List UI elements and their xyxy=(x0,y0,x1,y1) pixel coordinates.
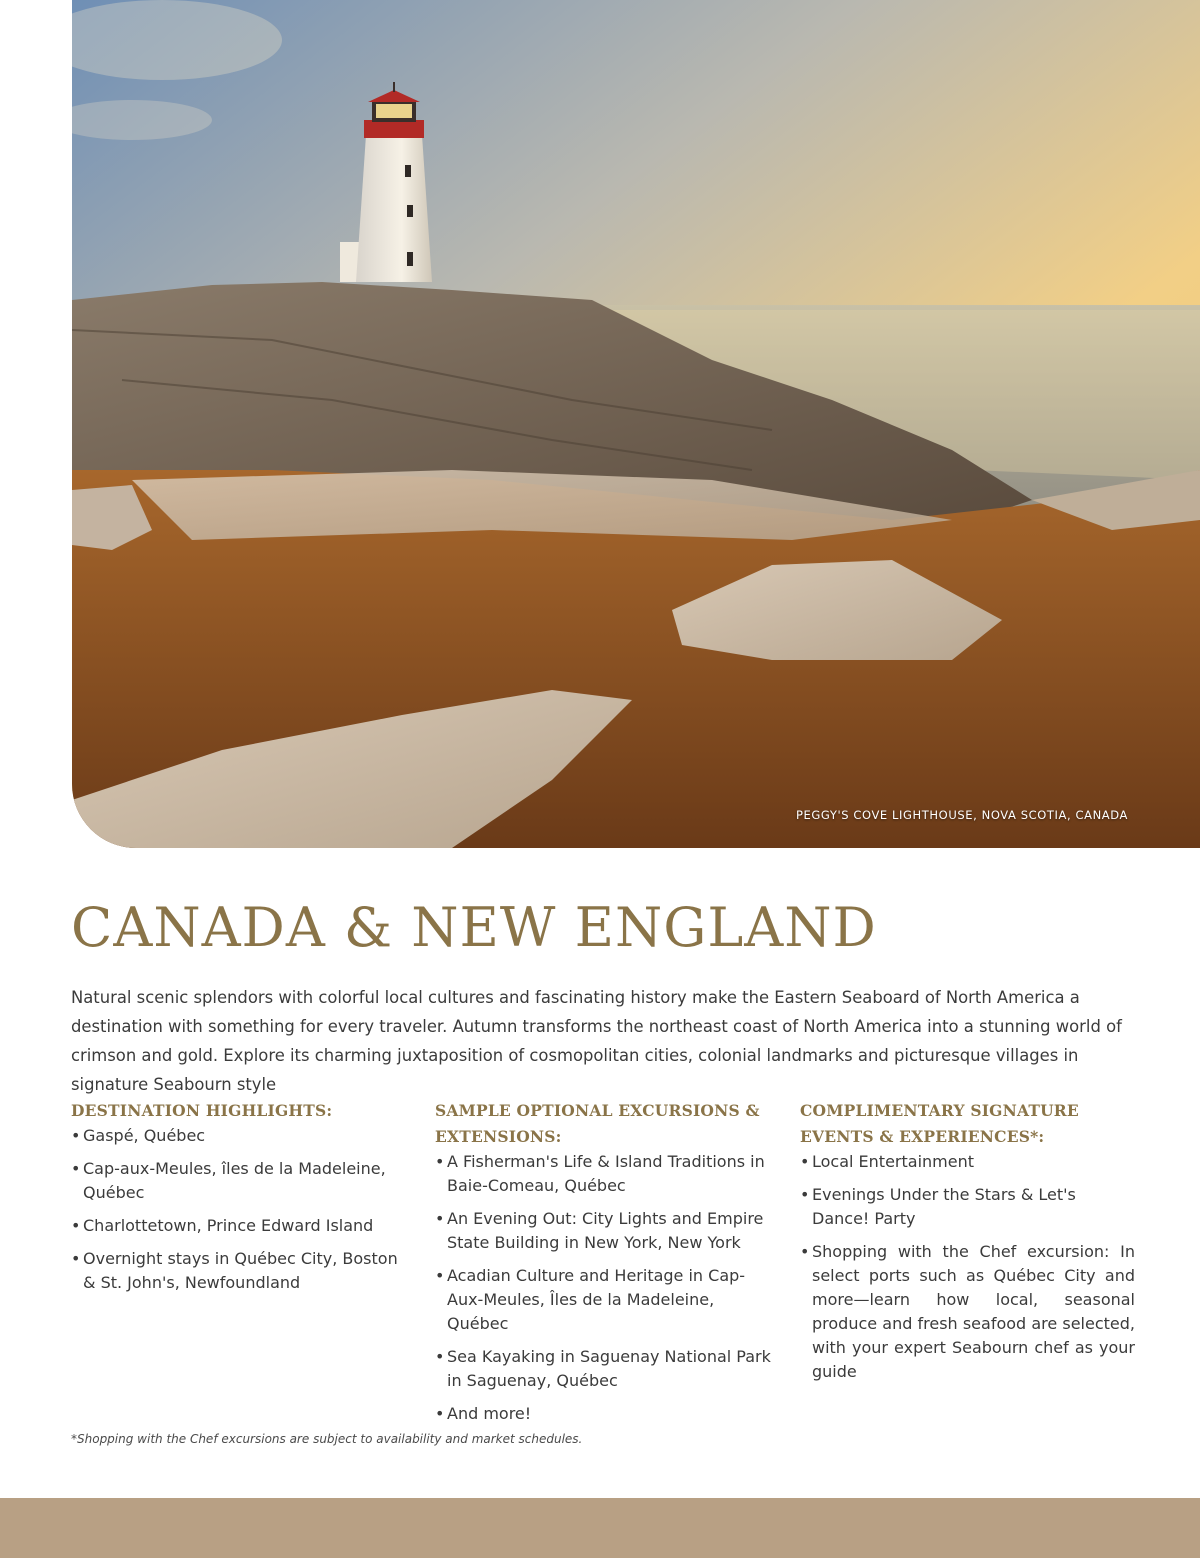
intro-paragraph: Natural scenic splendors with colorful local cultures and fascinating history make the Eastern Seaboard of North America a destination with something for every traveler. Autumn transforms the northeast coast of North America into a stunning world of crimson and gold. Explore its charming juxtaposition of cosmopolitan cities, colonial landmarks and picturesque villages in signature Seabourn style xyxy=(71,988,1122,1094)
column-heading: SAMPLE OPTIONAL EXCURSIONS & EXTENSIONS: xyxy=(435,1101,760,1146)
list-item: • A Fisherman's Life & Island Traditions in Baie-Comeau, Québec xyxy=(435,1150,775,1198)
list-item: • Sea Kayaking in Saguenay National Park in Saguenay, Québec xyxy=(435,1345,775,1393)
signature-events-column xyxy=(800,1098,1135,1393)
column-heading: DESTINATION HIGHLIGHTS: xyxy=(71,1101,333,1120)
list-item: • Evenings Under the Stars & Let's Dance! Party xyxy=(800,1183,1135,1231)
list-item: • Cap-aux-Meules, îles de la Madeleine, Québec xyxy=(71,1157,411,1205)
excursions-column xyxy=(435,1098,775,1435)
list-item: • Gaspé, Québec xyxy=(71,1124,411,1148)
lighthouse-scene-image xyxy=(72,0,1200,848)
list-item: • Acadian Culture and Heritage in Cap-Aux-Meules, Îles de la Madeleine, Québec xyxy=(435,1264,775,1336)
column-heading: COMPLIMENTARY SIGNATURE EVENTS & EXPERIENCES*: xyxy=(800,1101,1079,1146)
destination-highlights-column xyxy=(71,1098,411,1304)
events-list xyxy=(800,1150,1135,1384)
list-item: • Shopping with the Chef excursion: In select ports such as Québec City and more—learn how local, seasonal produce and fresh seafood are selected, with your expert Seabourn chef as your guide xyxy=(800,1240,1135,1384)
footer-band xyxy=(0,1498,1200,1558)
list-item: • Local Entertainment xyxy=(800,1150,1135,1174)
footnote: *Shopping with the Chef excursions are subject to availability and market schedules. xyxy=(71,1432,583,1446)
page-title: CANADA & NEW ENGLAND xyxy=(71,896,877,959)
list-item: • Overnight stays in Québec City, Boston & St. John's, Newfoundland xyxy=(71,1247,411,1295)
hero-photo xyxy=(72,0,1200,848)
list-item: • And more! xyxy=(435,1402,775,1426)
excursions-list xyxy=(435,1150,775,1426)
list-item: • An Evening Out: City Lights and Empire State Building in New York, New York xyxy=(435,1207,775,1255)
list-item: • Charlottetown, Prince Edward Island xyxy=(71,1214,411,1238)
highlights-list xyxy=(71,1124,411,1295)
photo-caption: PEGGY'S COVE LIGHTHOUSE, NOVA SCOTIA, CANADA xyxy=(795,808,1128,822)
